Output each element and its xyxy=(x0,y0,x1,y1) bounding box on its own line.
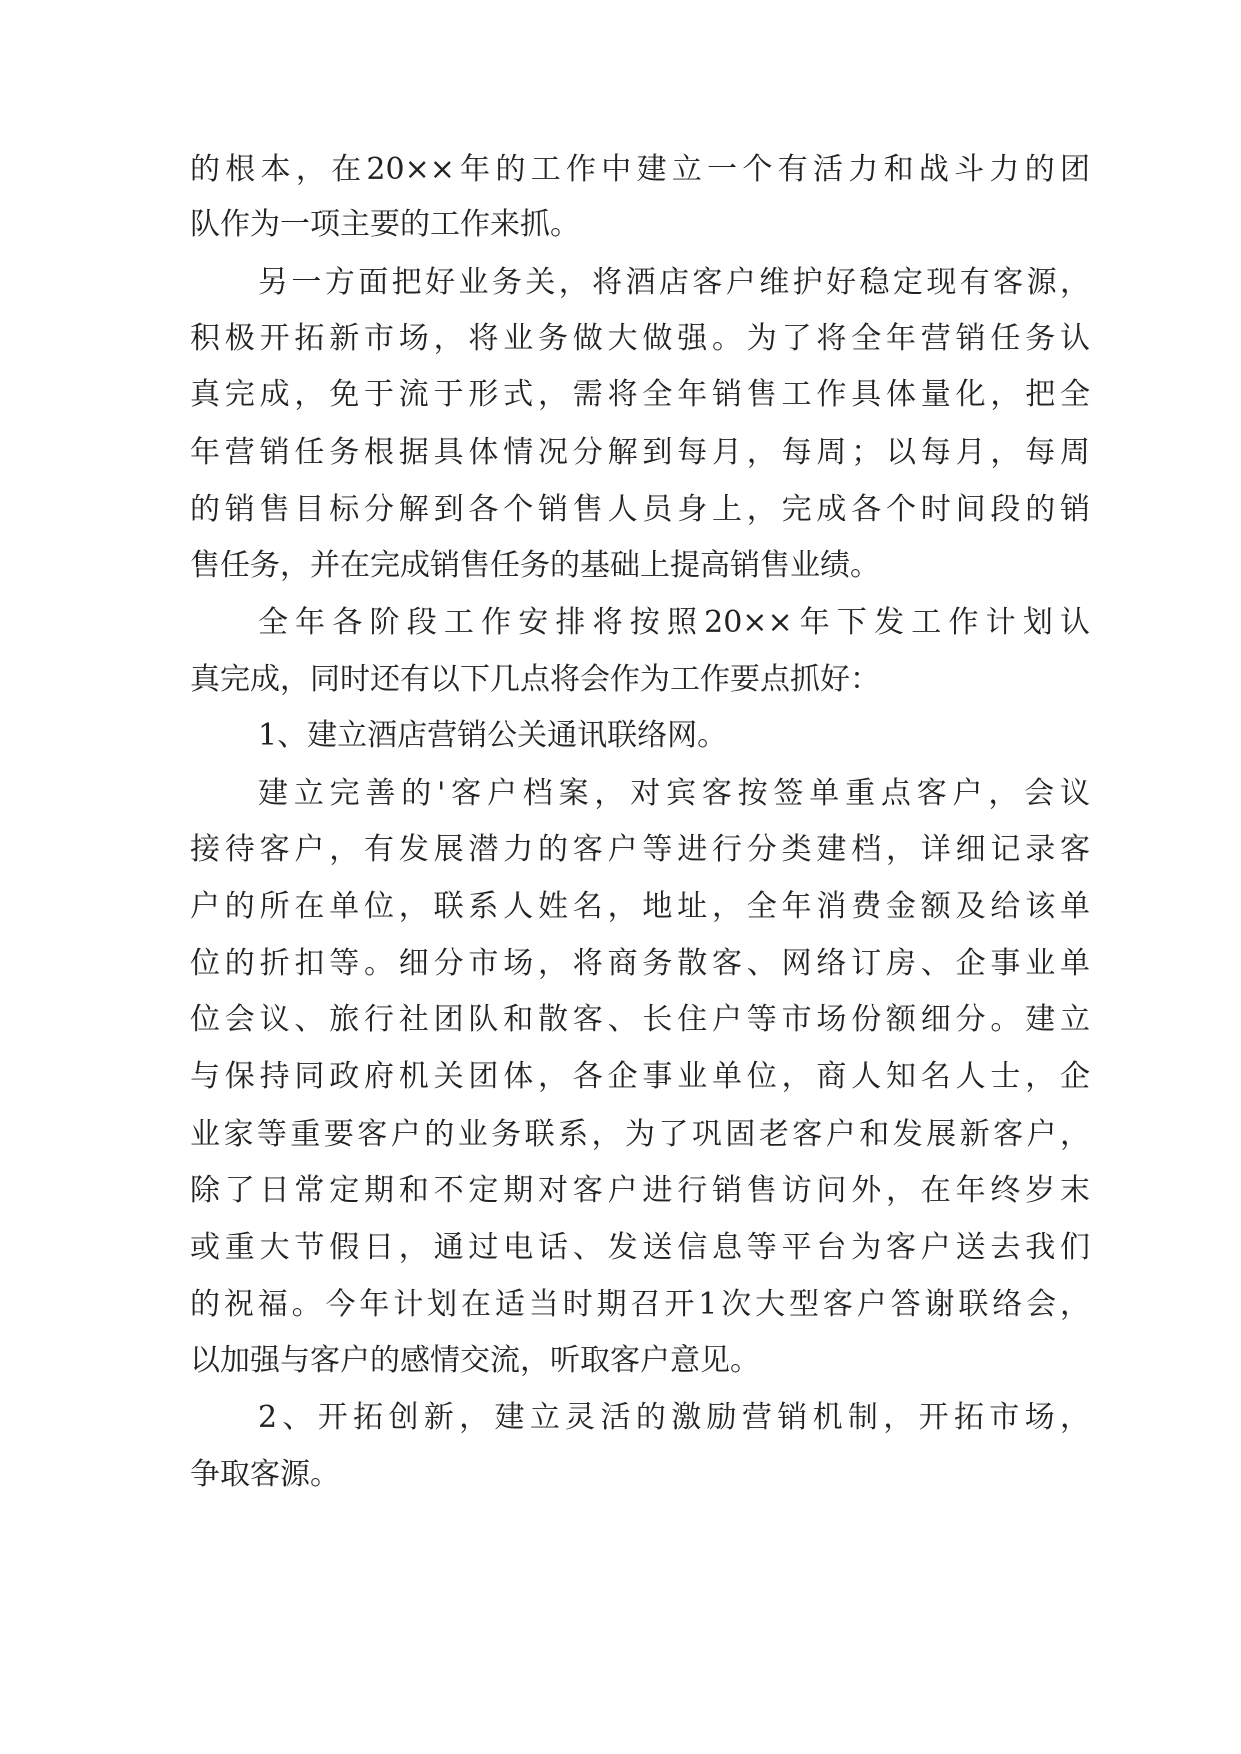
text-line: 位会议、旅行社团队和散客、长住户等市场份额细分。建立 xyxy=(190,1002,1090,1037)
text-line: 建立完善的'客户档案，对宾客按签单重点客户，会议 xyxy=(258,776,1090,811)
text-line: 积极开拓新市场，将业务做大做强。为了将全年营销任务认 xyxy=(190,321,1090,356)
text-line: 的根本，在20××年的工作中建立一个有活力和战斗力的团 xyxy=(190,152,1090,187)
text-line: 全年各阶段工作安排将按照20××年下发工作计划认 xyxy=(258,605,1090,640)
text-line: 户的所在单位，联系人姓名，地址，全年消费金额及给该单 xyxy=(190,889,1090,924)
text-line: 的祝福。今年计划在适当时期召开1次大型客户答谢联络会， xyxy=(190,1287,1090,1322)
text-line: 真完成，免于流于形式，需将全年销售工作具体量化，把全 xyxy=(190,377,1090,412)
text-line: 接待客户，有发展潜力的客户等进行分类建档，详细记录客 xyxy=(190,832,1090,867)
text-line: 年营销任务根据具体情况分解到每月，每周；以每月，每周 xyxy=(190,435,1090,470)
text-line: 争取客源。 xyxy=(190,1457,340,1492)
text-line: 业家等重要客户的业务联系，为了巩固老客户和发展新客户， xyxy=(190,1117,1090,1152)
text-line: 1、建立酒店营销公关通讯联络网。 xyxy=(258,718,728,753)
text-line: 2、开拓创新，建立灵活的激励营销机制，开拓市场， xyxy=(258,1400,1090,1435)
text-line: 售任务，并在完成销售任务的基础上提高销售业绩。 xyxy=(190,548,880,583)
text-line: 真完成，同时还有以下几点将会作为工作要点抓好： xyxy=(190,662,880,697)
text-line: 或重大节假日，通过电话、发送信息等平台为客户送去我们 xyxy=(190,1230,1090,1265)
text-line: 除了日常定期和不定期对客户进行销售访问外，在年终岁末 xyxy=(190,1173,1090,1208)
text-line: 另一方面把好业务关，将酒店客户维护好稳定现有客源， xyxy=(258,265,1090,300)
text-line: 与保持同政府机关团体，各企事业单位，商人知名人士，企 xyxy=(190,1059,1090,1094)
text-line: 的销售目标分解到各个销售人员身上，完成各个时间段的销 xyxy=(190,492,1090,527)
text-line: 以加强与客户的感情交流，听取客户意见。 xyxy=(190,1343,760,1378)
text-line: 队作为一项主要的工作来抓。 xyxy=(190,207,580,242)
text-line: 位的折扣等。细分市场，将商务散客、网络订房、企事业单 xyxy=(190,946,1090,981)
